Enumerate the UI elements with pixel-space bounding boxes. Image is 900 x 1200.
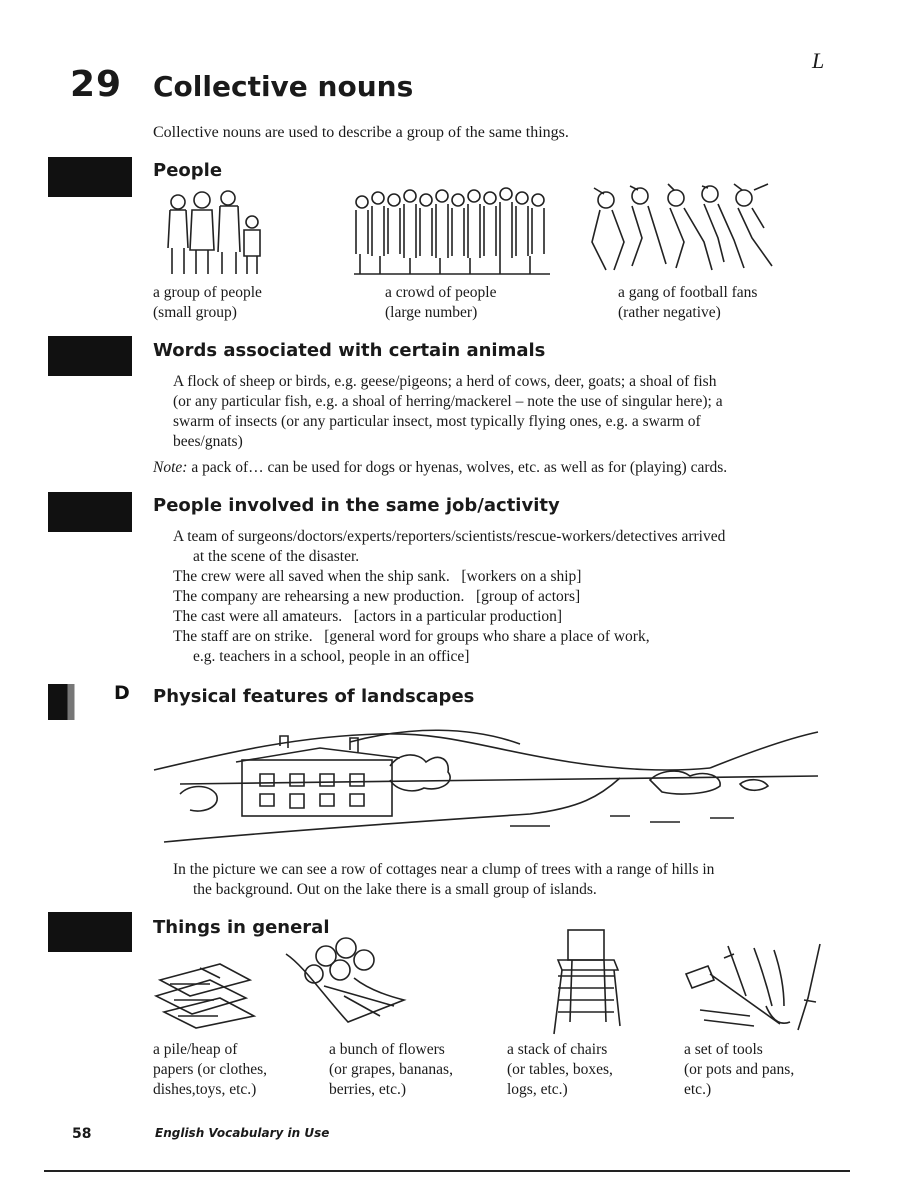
animals-paragraph bbox=[173, 372, 833, 452]
caption-line: berries, etc.) bbox=[329, 1081, 407, 1098]
page-number: 58 bbox=[72, 1126, 92, 1142]
bunch-of-flowers-illustration bbox=[284, 926, 410, 1032]
animals-note bbox=[153, 458, 843, 478]
section-marker-e bbox=[48, 912, 132, 952]
paragraph-line: The staff are on strike. [general word for groups who share a place of work, bbox=[173, 628, 650, 645]
caption-line: dishes,toys, etc.) bbox=[153, 1081, 257, 1098]
section-heading-things: Things in general bbox=[153, 917, 330, 938]
book-title: English Vocabulary in Use bbox=[155, 1126, 330, 1140]
caption-line: a group of people bbox=[153, 284, 262, 301]
section-heading-jobs: People involved in the same job/activity bbox=[153, 495, 560, 516]
section-heading-people: People bbox=[153, 160, 223, 181]
caption-line: etc.) bbox=[684, 1081, 712, 1098]
paragraph-line: The company are rehearsing a new production. [group of actors] bbox=[173, 588, 581, 605]
section-marker-d bbox=[48, 682, 130, 720]
caption-set-of-tools bbox=[684, 1040, 894, 1100]
gang-of-football-fans-illustration bbox=[584, 182, 780, 278]
caption-crowd-of-people bbox=[385, 283, 595, 323]
set-of-tools-illustration bbox=[680, 940, 828, 1036]
crowd-of-people-illustration bbox=[350, 184, 560, 278]
section-heading-animals: Words associated with certain animals bbox=[153, 340, 546, 361]
landscape-paragraph bbox=[173, 860, 833, 900]
caption-line: (or pots and pans, bbox=[684, 1061, 795, 1078]
landscape-illustration bbox=[150, 722, 822, 848]
paragraph-line: In the picture we can see a row of cottages near a clump of trees with a range of hills in bbox=[173, 861, 715, 878]
paragraph-line: A team of surgeons/doctors/experts/reporters/scientists/rescue-workers/detectives arrived bbox=[173, 528, 726, 545]
caption-line: (or tables, boxes, bbox=[507, 1061, 613, 1078]
section-marker-b bbox=[48, 336, 132, 376]
caption-line: (small group) bbox=[153, 304, 237, 321]
paragraph-line: The cast were all amateurs. [actors in a particular production] bbox=[173, 608, 563, 625]
caption-line: papers (or clothes, bbox=[153, 1061, 268, 1078]
footer-divider bbox=[44, 1170, 850, 1172]
section-marker-c bbox=[48, 492, 132, 532]
caption-line: a set of tools bbox=[684, 1041, 763, 1058]
paragraph-line: at the scene of the disaster. bbox=[193, 548, 360, 565]
group-of-people-illustration bbox=[162, 188, 274, 280]
paragraph-line: A flock of sheep or birds, e.g. geese/pigeons; a herd of cows, deer, goats; a shoal of fish bbox=[173, 373, 717, 390]
caption-gang-of-fans bbox=[618, 283, 828, 323]
paragraph-line: The crew were all saved when the ship sank. [workers on a ship] bbox=[173, 568, 582, 585]
note-label: Note: bbox=[153, 459, 188, 476]
paragraph-line: (or any particular fish, e.g. a shoal of herring/mackerel – note the use of singular here); a bbox=[173, 393, 723, 410]
caption-line: logs, etc.) bbox=[507, 1081, 568, 1098]
caption-line: a gang of football fans bbox=[618, 284, 758, 301]
caption-group-of-people bbox=[153, 283, 363, 323]
caption-line: a pile/heap of bbox=[153, 1041, 238, 1058]
stack-of-chairs-illustration bbox=[548, 926, 628, 1038]
caption-line: (large number) bbox=[385, 304, 478, 321]
section-heading-landscapes: Physical features of landscapes bbox=[153, 686, 475, 707]
caption-line: (rather negative) bbox=[618, 304, 721, 321]
paragraph-line: swarm of insects (or any particular insect, most typically flying ones, e.g. a swarm of bbox=[173, 413, 701, 430]
paragraph-line: e.g. teachers in a school, people in an office] bbox=[193, 648, 470, 665]
jobs-paragraph bbox=[173, 527, 833, 667]
pile-of-papers-illustration bbox=[150, 950, 260, 1030]
note-text: a pack of… can be used for dogs or hyenas, wolves, etc. as well as for (playing) cards. bbox=[191, 459, 728, 476]
caption-line: a crowd of people bbox=[385, 284, 497, 301]
paragraph-line: bees/gnats) bbox=[173, 433, 243, 450]
section-marker-a bbox=[48, 157, 132, 197]
corner-mark: L bbox=[812, 48, 825, 73]
paragraph-line: the background. Out on the lake there is a small group of islands. bbox=[193, 881, 597, 898]
caption-line: a bunch of flowers bbox=[329, 1041, 445, 1058]
page-title: Collective nouns bbox=[153, 70, 414, 103]
section-letter-d: D bbox=[114, 682, 130, 704]
caption-line: a stack of chairs bbox=[507, 1041, 608, 1058]
caption-line: (or grapes, bananas, bbox=[329, 1061, 453, 1078]
unit-number: 29 bbox=[70, 64, 123, 105]
intro-text: Collective nouns are used to describe a group of the same things. bbox=[153, 124, 569, 141]
